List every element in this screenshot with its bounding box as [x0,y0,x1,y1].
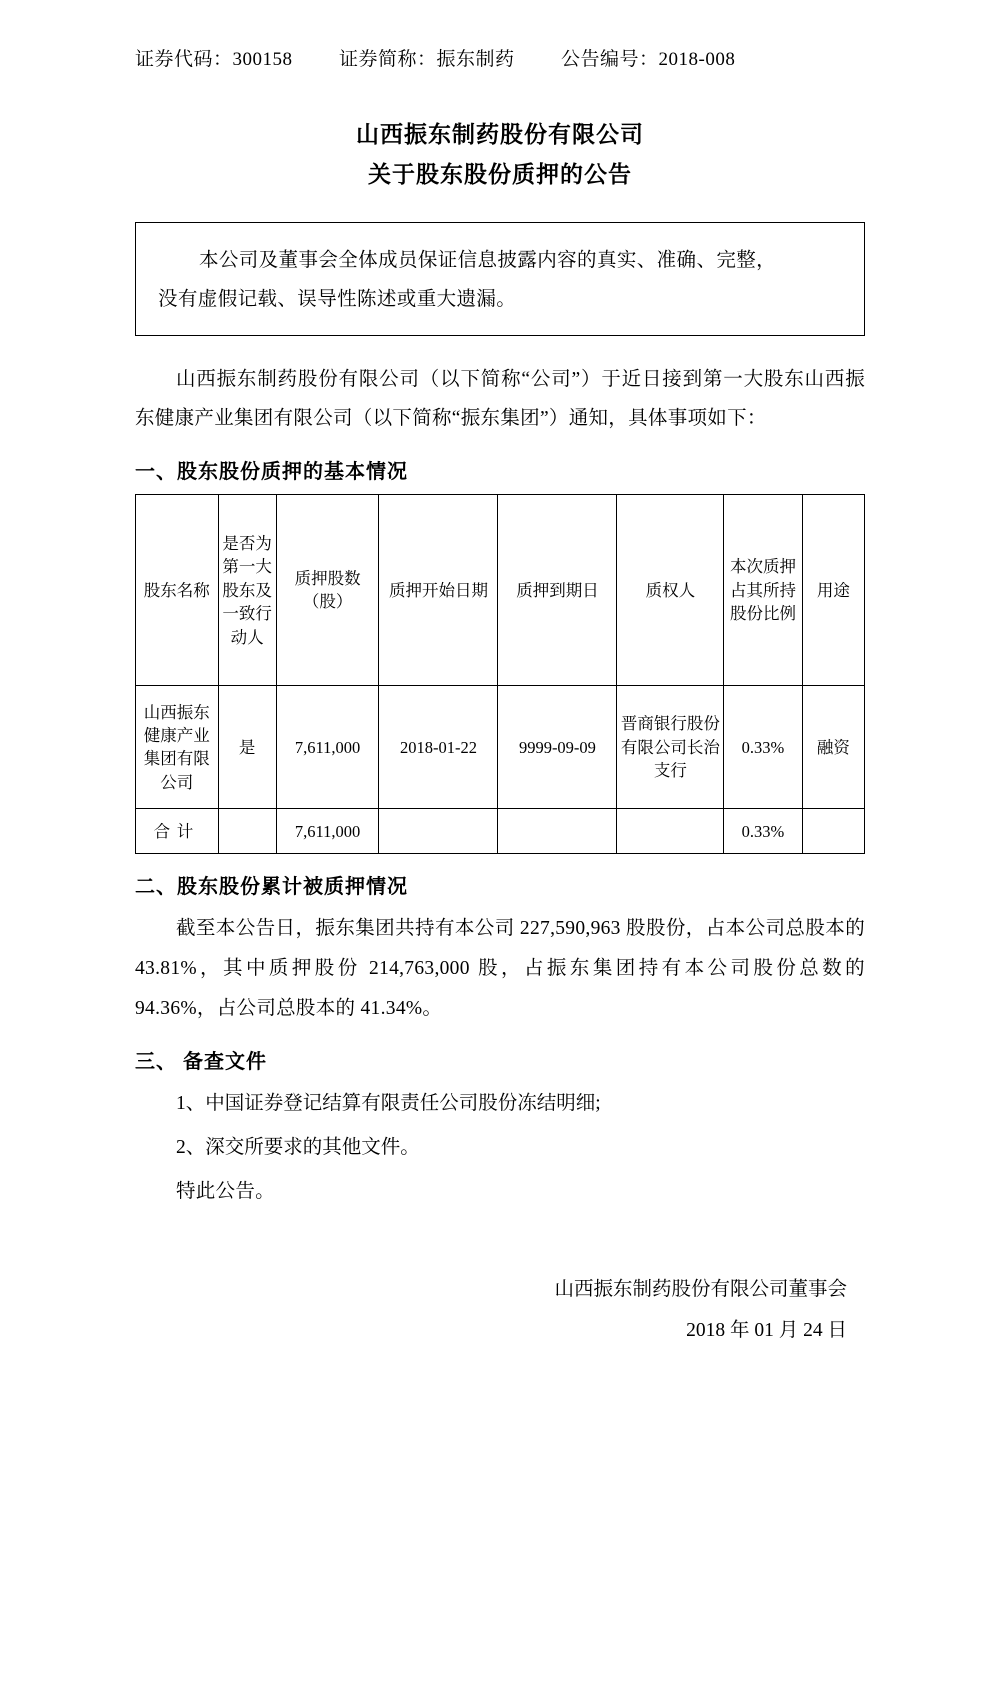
pledge-table-body [136,686,865,854]
cell-pledged-shares: 7,611,000 [276,686,379,809]
total-empty-1 [218,809,276,854]
cell-pledgee: 晋商银行股份有限公司长治支行 [617,686,724,809]
signature-date: 2018 年 01 月 24 日 [686,1320,847,1342]
table-header-row [136,495,865,686]
intro-paragraph: 山西振东制药股份有限公司（以下简称“公司”）于近日接到第一大股东山西振东健康产业集团有限公司（以下简称“振东集团”）通知，具体事项如下： [135,368,865,430]
pledge-table [135,494,865,854]
header-shareholder-name: 股东名称 [136,495,219,686]
table-row [136,686,865,809]
total-empty-4 [617,809,724,854]
header-is-largest-shareholder: 是否为第一大股东及一致行动人 [218,495,276,686]
total-label: 合计 [136,809,219,854]
cell-shareholder-name: 山西振东健康产业集团有限公司 [136,686,219,809]
security-code: 证券代码：300158 [135,49,293,70]
section-2-heading: 二、股东股份累计被质押情况 [135,876,408,899]
title-line-1: 山西振东制药股份有限公司 [356,122,644,147]
total-pledge-ratio: 0.33% [724,809,802,854]
cell-is-largest-shareholder: 是 [218,686,276,809]
list-item: 2、深交所要求的其他文件。 [175,1137,420,1159]
section-1-heading: 一、股东股份质押的基本情况 [135,461,408,484]
table-total-row [136,809,865,854]
page-title [135,115,865,196]
header-purpose: 用途 [802,495,864,686]
total-pledged-shares: 7,611,000 [276,809,379,854]
header-pledge-ratio: 本次质押占其所持股份比例 [724,495,802,686]
security-abbr: 证券简称：振东制药 [339,49,515,70]
disclaimer-box [135,222,865,336]
section-3-heading: 三、 备查文件 [135,1051,267,1074]
section-2-paragraph: 截至本公告日，振东集团共持有本公司 227,590,963 股股份，占本公司总股本的 43.81%，其中质押股份 214,763,000 股，占振东集团持有本公司股份总数的 94.36%，占公司总股本的 41.34%。 [135,918,865,1020]
total-empty-2 [379,809,498,854]
signature-company: 山西振东制药股份有限公司董事会 [554,1279,847,1301]
pledge-table-head [136,495,865,686]
closing-statement: 特此公告。 [175,1181,275,1203]
header-pledge-end-date: 质押到期日 [498,495,617,686]
cell-pledge-end-date: 9999-09-09 [498,686,617,809]
cell-pledge-ratio: 0.33% [724,686,802,809]
total-empty-5 [802,809,864,854]
disclaimer-line-1: 本公司及董事会全体成员保证信息披露内容的真实、准确、完整， [198,249,777,271]
total-empty-3 [498,809,617,854]
document-header [135,44,865,71]
title-line-2: 关于股东股份质押的公告 [368,162,632,188]
disclaimer-line-2: 没有虚假记载、误导性陈述或重大遗漏。 [158,288,517,310]
list-item: 1、中国证券登记结算有限责任公司股份冻结明细; [175,1093,601,1115]
signature-block [135,1270,865,1352]
header-pledge-start-date: 质押开始日期 [379,495,498,686]
header-pledged-shares: 质押股数（股） [276,495,379,686]
announcement-number: 公告编号：2018-008 [561,49,736,70]
cell-purpose: 融资 [802,686,864,809]
cell-pledge-start-date: 2018-01-22 [379,686,498,809]
header-pledgee: 质权人 [617,495,724,686]
